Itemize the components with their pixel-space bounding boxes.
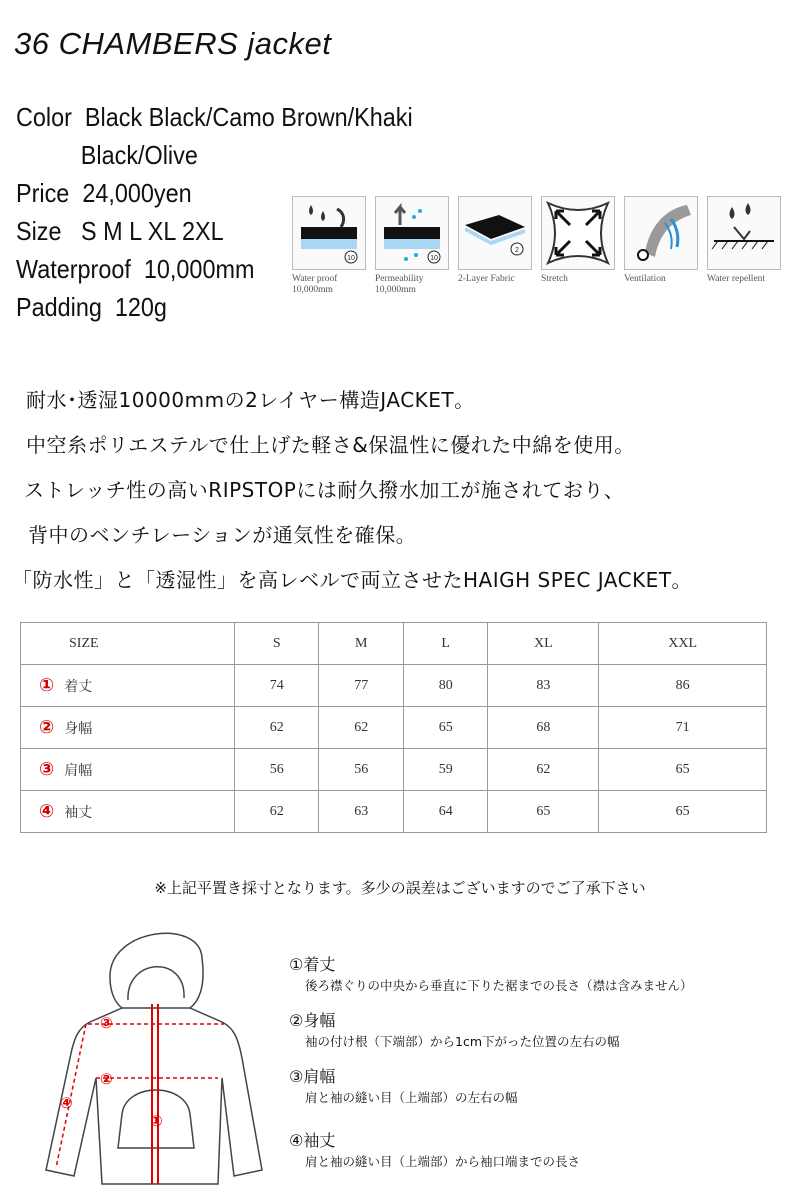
description-line: ストレッチ性の高いRIPSTOPには耐久撥水加工が施されており、 xyxy=(24,478,625,502)
row-label-cell xyxy=(21,791,235,833)
row-label-cell xyxy=(21,707,235,749)
spec-size-label: Size xyxy=(16,216,62,246)
feature-permeability xyxy=(375,196,449,296)
legend-item xyxy=(289,1064,693,1106)
hoodie-diagram xyxy=(30,918,280,1193)
two-layer-badge: 2 xyxy=(515,247,519,254)
number-marker: ① xyxy=(39,675,55,696)
table-cell: 65 xyxy=(488,791,599,833)
spec-size-value: S M L XL 2XL xyxy=(81,216,224,246)
legend-heading: ④袖丈 xyxy=(289,1131,336,1150)
diagram-mark-4: ④ xyxy=(60,1095,73,1112)
feature-caption: Permeability 10,000mm xyxy=(375,274,424,295)
table-cell: 86 xyxy=(599,665,767,707)
permeability-badge: 10 xyxy=(430,255,438,262)
spec-color-value: Black Black/Camo Brown/Khaki xyxy=(84,102,413,132)
spec-padding-value: 120g xyxy=(114,292,167,322)
row-label: 袖丈 xyxy=(64,806,93,821)
waterproof-badge: 10 xyxy=(347,255,355,262)
table-cell: 71 xyxy=(599,707,767,749)
measurement-legend xyxy=(289,952,693,1184)
table-row xyxy=(21,791,767,833)
number-marker: ③ xyxy=(39,759,55,780)
table-header-cell: S xyxy=(235,623,319,665)
description-line: 背中のベンチレーションが通気性を確保。 xyxy=(28,523,417,547)
measurement-note: ※上記平置き採寸となります。多少の誤差はございますのでご了承下さい xyxy=(154,879,646,897)
spec-price-label: Price xyxy=(16,178,70,208)
row-label: 身幅 xyxy=(64,722,93,737)
table-cell: 62 xyxy=(235,791,319,833)
legend-detail: 後ろ襟ぐりの中央から垂直に下りた裾までの長さ（襟は含みません） xyxy=(305,978,693,993)
legend-detail: 袖の付け根（下端部）から1cm下がった位置の左右の幅 xyxy=(305,1034,620,1049)
table-cell: 56 xyxy=(235,749,319,791)
legend-heading: ③肩幅 xyxy=(289,1067,336,1086)
legend-item xyxy=(289,1008,693,1050)
table-cell: 65 xyxy=(599,749,767,791)
table-header-cell: L xyxy=(403,623,487,665)
spec-waterproof-label: Waterproof xyxy=(16,254,131,284)
feature-caption: Water proof 10,000mm xyxy=(292,274,338,295)
table-cell: 80 xyxy=(403,665,487,707)
table-header-row xyxy=(21,623,767,665)
stretch-icon xyxy=(541,196,615,270)
table-cell: 77 xyxy=(319,665,403,707)
spec-waterproof-value: 10,000mm xyxy=(143,254,255,284)
table-cell: 65 xyxy=(403,707,487,749)
row-label-cell xyxy=(21,749,235,791)
table-header-cell: M xyxy=(319,623,403,665)
diagram-mark-3: ③ xyxy=(100,1015,113,1032)
table-row xyxy=(21,749,767,791)
spec-price-value: 24,000yen xyxy=(82,178,192,208)
legend-item xyxy=(289,952,693,994)
table-cell: 62 xyxy=(319,707,403,749)
row-label-cell xyxy=(21,665,235,707)
feature-caption: Ventilation xyxy=(624,274,666,284)
table-cell: 56 xyxy=(319,749,403,791)
table-cell: 65 xyxy=(599,791,767,833)
description-line: 「防水性」と「透湿性」を高レベルで両立させたHAIGH SPEC JACKET。 xyxy=(12,568,693,592)
feature-waterproof xyxy=(292,196,366,296)
feature-icon-row xyxy=(292,196,781,296)
spec-color-label: Color xyxy=(16,102,72,132)
permeability-icon xyxy=(375,196,449,270)
product-title: 36 CHAMBERS jacket xyxy=(14,26,332,61)
feature-two-layer xyxy=(458,196,532,296)
number-marker: ④ xyxy=(39,801,55,822)
table-cell: 83 xyxy=(488,665,599,707)
description-line: 耐水･透湿10000mmの2レイヤー構造JACKET。 xyxy=(26,388,475,412)
legend-heading: ②身幅 xyxy=(289,1011,336,1030)
number-marker: ② xyxy=(39,717,55,738)
diagram-mark-1: ① xyxy=(150,1113,163,1130)
diagram-mark-2: ② xyxy=(100,1071,113,1088)
size-table xyxy=(20,622,767,833)
table-cell: 74 xyxy=(235,665,319,707)
legend-detail: 肩と袖の縫い目（上端部）から袖口端までの長さ xyxy=(305,1154,581,1169)
ventilation-icon xyxy=(624,196,698,270)
table-row xyxy=(21,665,767,707)
legend-item xyxy=(289,1128,693,1170)
table-cell: 63 xyxy=(319,791,403,833)
feature-caption: Water repellent xyxy=(707,274,766,284)
table-cell: 62 xyxy=(488,749,599,791)
feature-caption: Stretch xyxy=(541,274,568,284)
waterproof-icon xyxy=(292,196,366,270)
table-cell: 59 xyxy=(403,749,487,791)
feature-caption: 2-Layer Fabric xyxy=(458,274,515,284)
feature-water-repellent xyxy=(707,196,781,296)
table-header-cell: XXL xyxy=(599,623,767,665)
water-repellent-icon xyxy=(707,196,781,270)
table-header-cell: SIZE xyxy=(21,623,235,665)
legend-detail: 肩と袖の縫い目（上端部）の左右の幅 xyxy=(305,1090,518,1105)
table-cell: 68 xyxy=(488,707,599,749)
spec-color xyxy=(16,98,413,174)
table-cell: 62 xyxy=(235,707,319,749)
table-header-cell: XL xyxy=(488,623,599,665)
two-layer-icon xyxy=(458,196,532,270)
feature-ventilation xyxy=(624,196,698,296)
legend-heading: ①着丈 xyxy=(289,955,336,974)
table-cell: 64 xyxy=(403,791,487,833)
row-label: 着丈 xyxy=(64,680,93,695)
feature-stretch xyxy=(541,196,615,296)
spec-color-value-2: Black/Olive xyxy=(80,140,198,170)
row-label: 肩幅 xyxy=(64,764,93,779)
table-row xyxy=(21,707,767,749)
spec-padding-label: Padding xyxy=(16,292,102,322)
description-line: 中空糸ポリエステルで仕上げた軽さ&保温性に優れた中綿を使用。 xyxy=(26,433,635,457)
